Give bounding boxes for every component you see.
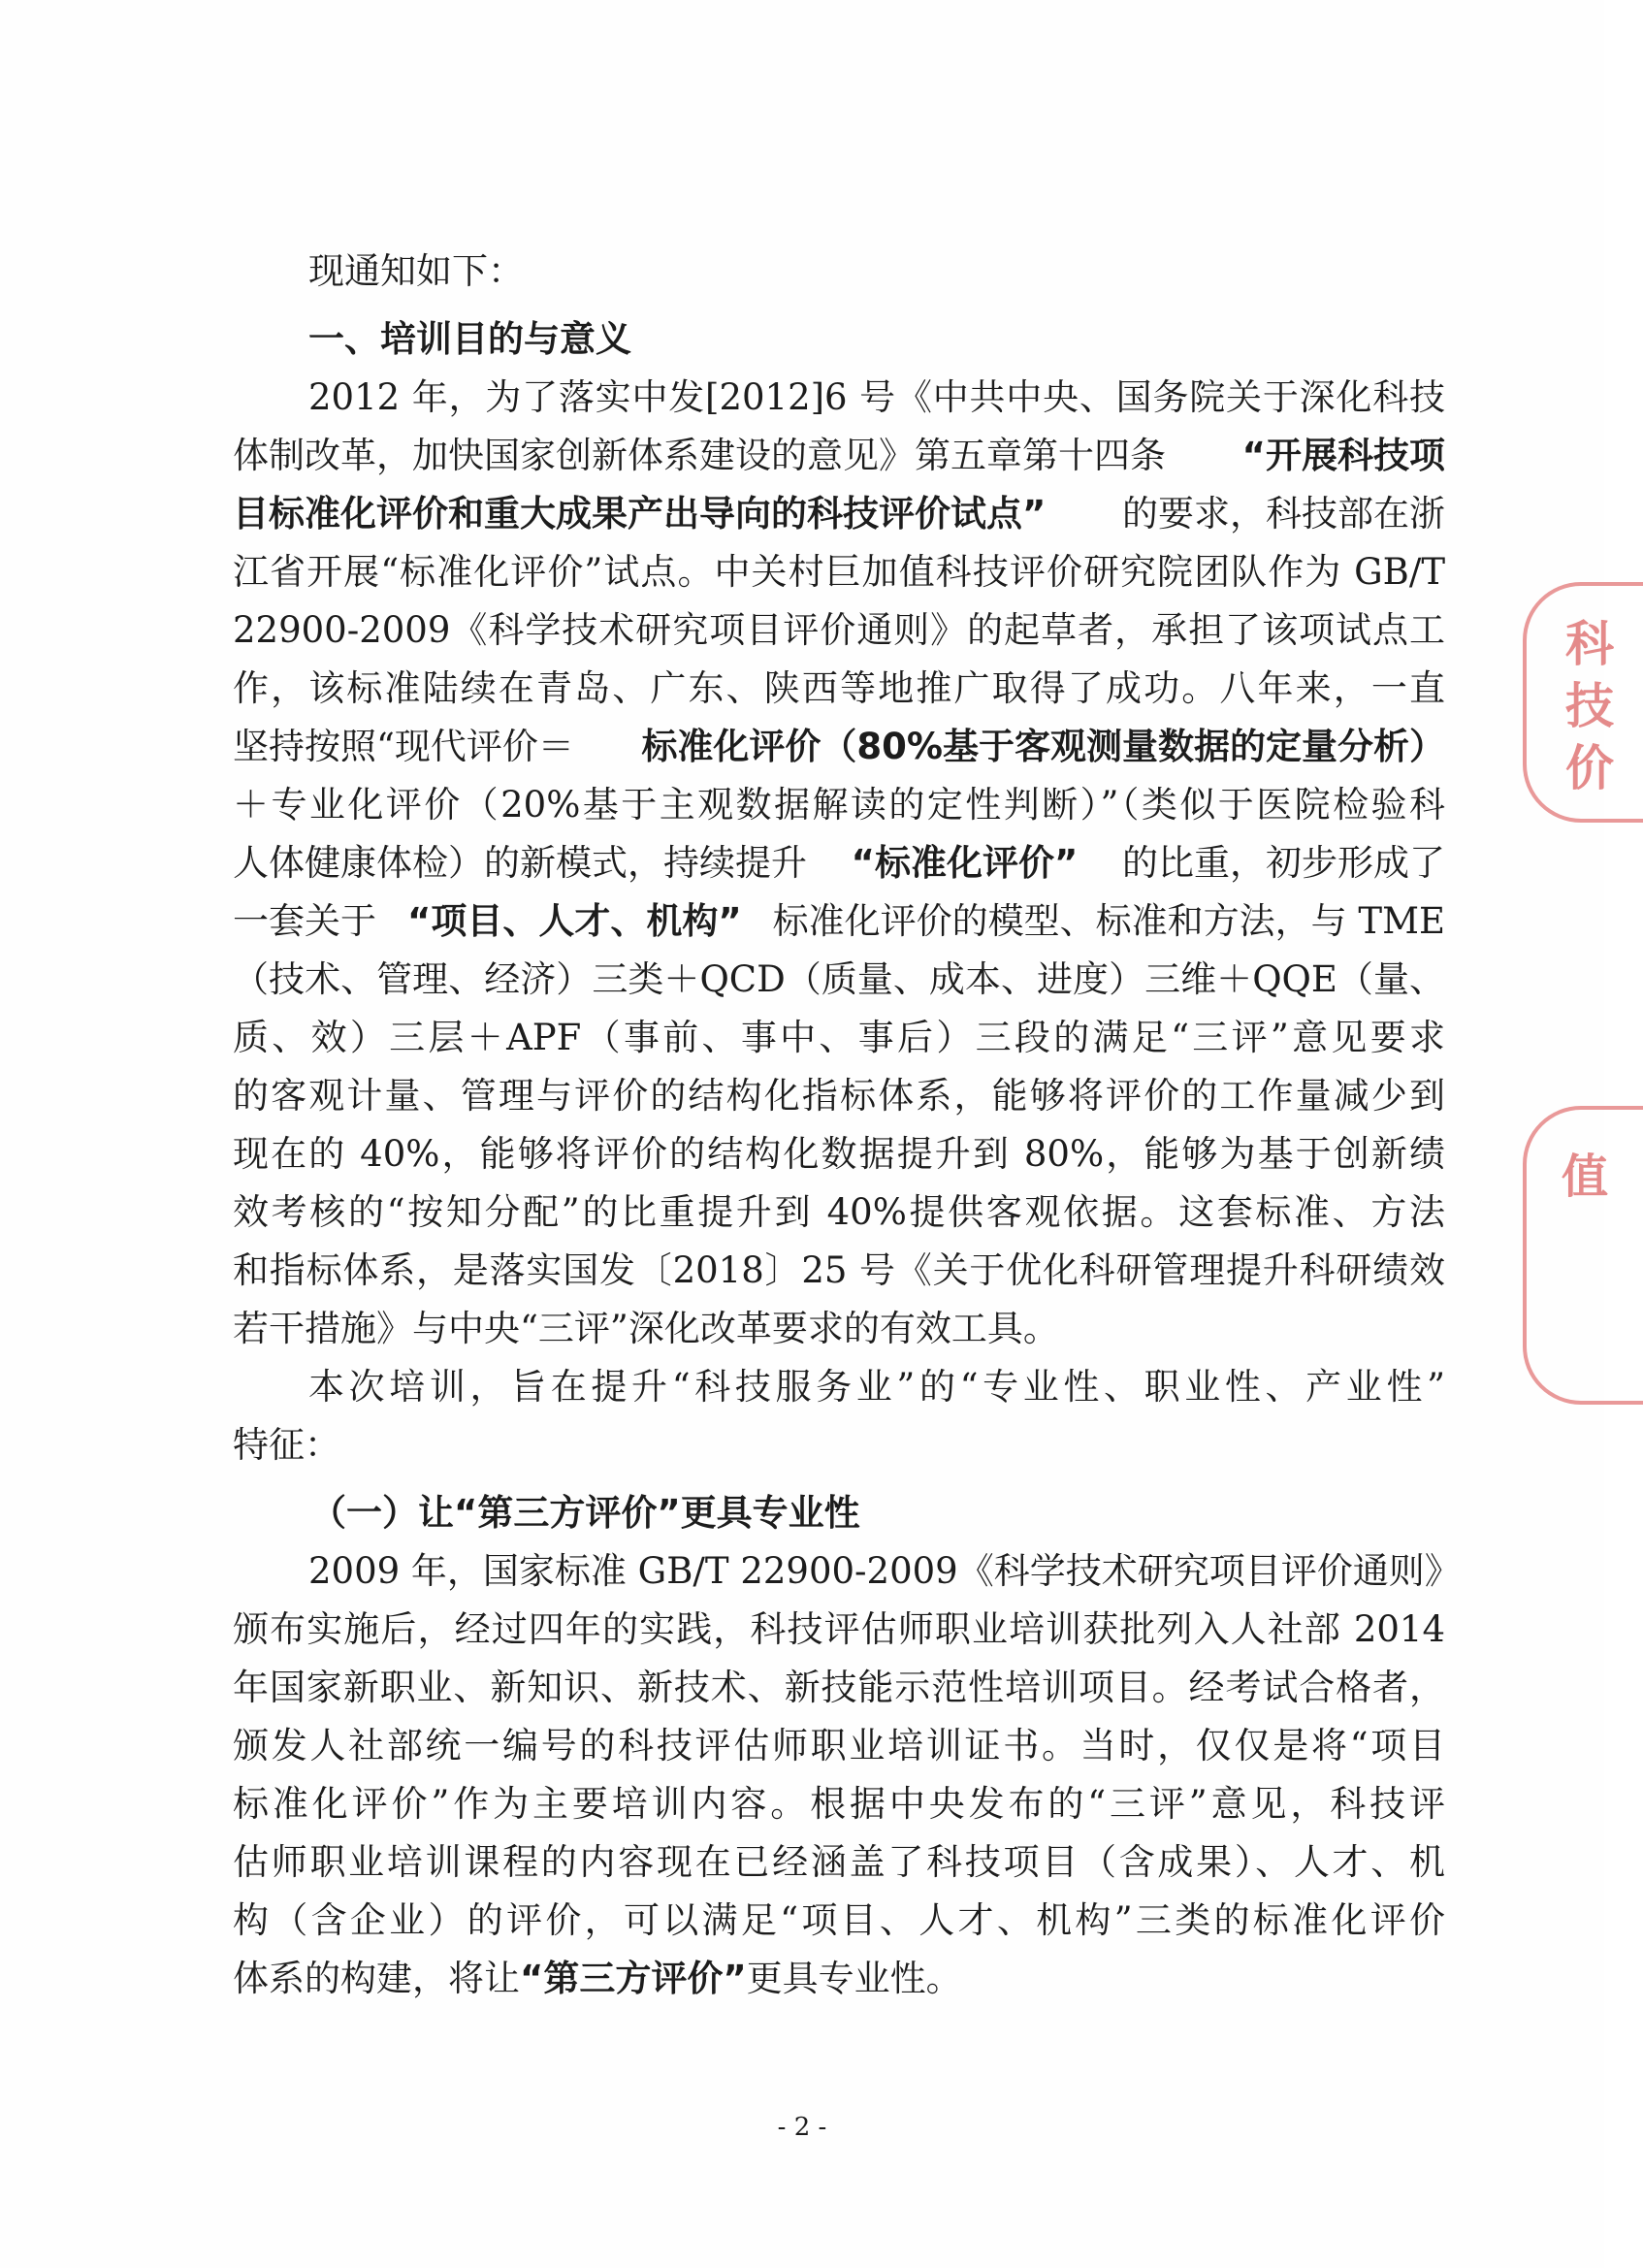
red-seal-fragment — [1523, 1106, 1643, 1405]
document-body — [233, 243, 1461, 2008]
paragraph-line: 现在的 40%，能够将评价的结构化数据提升到 80%，能够为基于创新绩 — [233, 1133, 1445, 1175]
paragraph-intro: 现通知如下： — [308, 250, 524, 292]
paragraph-line: 质、效）三层＋APF（事前、事中、事后）三段的满足“三评”意见要求 — [233, 1017, 1445, 1058]
seal-char: 科 — [1565, 616, 1614, 672]
paragraph-line: 特征： — [233, 1424, 340, 1466]
paragraph-line — [233, 892, 1445, 951]
seal-char: 值 — [1562, 1150, 1609, 1204]
paragraph-line: ＋专业化评价（20%基于主观数据解读的定性判断）”（类似于医院检验科 — [233, 784, 1445, 826]
text-run: 更具专业性。 — [746, 1958, 962, 1999]
bold-text-run: “标准化评价” — [851, 842, 1079, 884]
paragraph-line: 2012 年，为了落实中发[2012]6 号《中共中央、国务院关于深化科技 — [308, 376, 1445, 418]
paragraph-line — [233, 427, 1445, 485]
text-run: 一套关于 — [233, 900, 376, 942]
bold-text-run: “项目、人才、机构” — [407, 900, 742, 942]
paragraph-line — [233, 1950, 1445, 2008]
paragraph-line: 2009 年，国家标准 GB/T 22900-2009《科学技术研究项目评价通则》 — [308, 1550, 1461, 1592]
paragraph-line — [233, 485, 1445, 543]
text-run: 坚持按照“现代评价＝ — [233, 726, 574, 767]
paragraph-line — [233, 834, 1445, 892]
paragraph-line: 本次培训，旨在提升“科技服务业”的“专业性、职业性、产业性” — [308, 1366, 1445, 1408]
seal-char: 价 — [1565, 740, 1614, 796]
paragraph-line: 估师职业培训课程的内容现在已经涵盖了科技项目（含成果）、人才、机 — [233, 1841, 1445, 1883]
paragraph-line: 江省开展“标准化评价”试点。中关村巨加值科技评价研究院团队作为 GB/T — [233, 551, 1445, 593]
text-run: 体系的构建，将让 — [233, 1958, 520, 1999]
text-run: 的要求，科技部在浙 — [1122, 493, 1445, 535]
paragraph-line: 作，该标准陆续在青岛、广东、陕西等地推广取得了成功。八年来，一直 — [233, 667, 1445, 709]
paragraph-line: 效考核的“按知分配”的比重提升到 40%提供客观依据。这套标准、方法 — [233, 1191, 1445, 1233]
text-run: 的比重，初步形成了 — [1121, 842, 1445, 884]
paragraph-line: 颁发人社部统一编号的科技评估师职业培训证书。当时，仅仅是将“项目 — [233, 1725, 1445, 1766]
paragraph-line: 22900-2009《科学技术研究项目评价通则》的起草者，承担了该项试点工 — [233, 609, 1445, 651]
bold-text-run: 标准化评价（80%基于客观测量数据的定量分析） — [641, 726, 1445, 767]
seal-text — [1565, 613, 1624, 799]
paragraph-line: 的客观计量、管理与评价的结构化指标体系，能够将评价的工作量减少到 — [233, 1075, 1445, 1117]
text-run: 体制改革，加快国家创新体系建设的意见》第五章第十四条 — [233, 435, 1166, 476]
paragraph-line: 构（含企业）的评价，可以满足“项目、人才、机构”三类的标准化评价 — [233, 1899, 1445, 1941]
section-heading-1: 一、培训目的与意义 — [308, 318, 631, 360]
red-seal-fragment — [1523, 582, 1643, 823]
bold-text-run: “开展科技项 — [1241, 435, 1445, 476]
bold-text-run: 目标准化评价和重大成果产出导向的科技评价试点” — [233, 493, 1047, 535]
paragraph-line: 年国家新职业、新知识、新技术、新技能示范性培训项目。经考试合格者， — [233, 1667, 1445, 1708]
section-heading-2: （一）让“第三方评价”更具专业性 — [310, 1492, 860, 1534]
paragraph-line: 标准化评价”作为主要培训内容。根据中央发布的“三评”意见，科技评 — [233, 1783, 1445, 1825]
text-run: 标准化评价的模型、标准和方法，与 TME — [772, 900, 1445, 942]
page-number: - 2 - — [777, 2113, 827, 2142]
paragraph-line: 颁布实施后，经过四年的实践，科技评估师职业培训获批列入人社部 2014 — [233, 1608, 1445, 1650]
bold-text-run: “第三方评价” — [520, 1958, 747, 1999]
seal-char: 技 — [1565, 678, 1614, 734]
paragraph-line: 和指标体系，是落实国发〔2018〕25 号《关于优化科研管理提升科研绩效 — [233, 1249, 1445, 1291]
paragraph-line: 若干措施》与中央“三评”深化改革要求的有效工具。 — [233, 1308, 1059, 1349]
paragraph-line: （技术、管理、经济）三类＋QCD（质量、成本、进度）三维＋QQE（量、 — [233, 958, 1445, 1000]
text-run: 人体健康体检）的新模式，持续提升 — [233, 842, 807, 884]
paragraph-line — [233, 718, 1445, 776]
